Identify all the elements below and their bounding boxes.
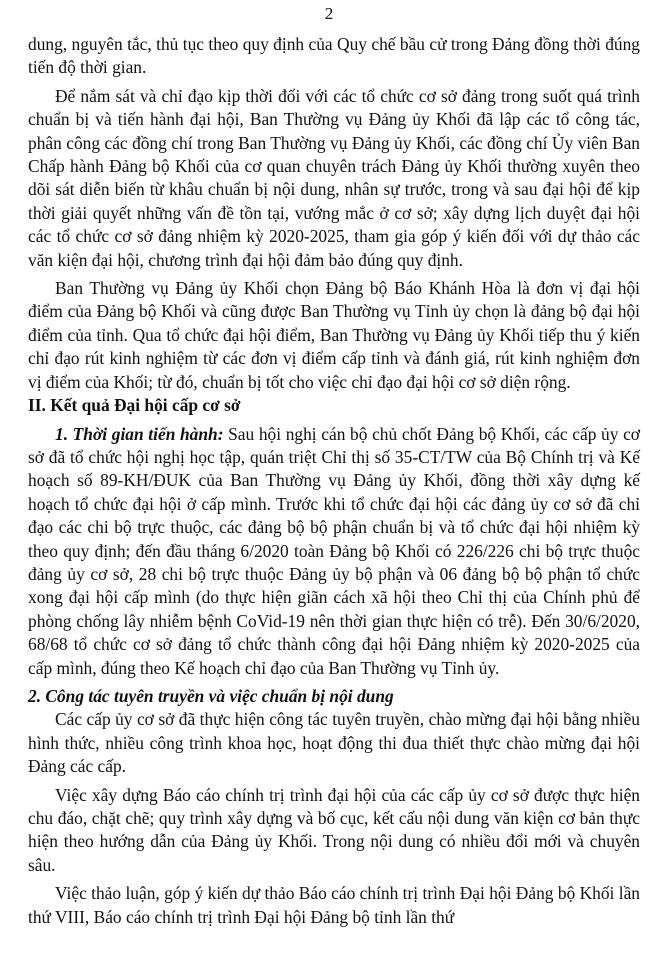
subheading-timeline: 1. Thời gian tiến hành: [55,423,224,444]
paragraph-continuation: dung, nguyên tắc, thủ tục theo quy định của Quy chế bầu cử trong Đảng đồng thời đúng tiến độ thời gian. [28,34,640,78]
paragraph-political-report: Việc xây dựng Báo cáo chính trị trình đại hội của các cấp ủy cơ sở được thực hiện chu đáo, chặt chẽ; quy trình xây dựng và bố cục, kết cấu nội dung văn kiện cơ bản thực hiện theo hướng dẫn của Đảng ủy Khối. Trong nội dung có nhiều đổi mới và chuyên sâu. [28,784,640,875]
paragraph-pilot-congress: Ban Thường vụ Đảng ủy Khối chọn Đảng bộ Báo Khánh Hòa là đơn vị đại hội điểm của Đảng bộ Khối và cũng được Ban Thường vụ Tỉnh ủy chọn là đảng bộ đại hội điểm của tỉnh. Qua tổ chức đại hội điểm, Ban Thường vụ Đảng ủy Khối tiếp thu ý kiến chỉ đạo rút kinh nghiệm từ các đơn vị điểm cấp tỉnh và đánh giá, rút kinh nghiệm đơn vị điểm của Khối; từ đó, chuẩn bị tốt cho việc chỉ đạo đại hội cơ sở diện rộng. [28,278,640,392]
section-heading-results: II. Kết quả Đại hội cấp cơ sở [28,395,241,416]
page-number: 2 [324,4,334,23]
paragraph-discussion: Việc thảo luận, góp ý kiến dự thảo Báo cáo chính trị trình Đại hội Đảng bộ Khối lần thứ VIII, Báo cáo chính trị trình Đại hội Đảng bộ tỉnh lần thứ [28,883,640,927]
paragraph-leadership: Để nắm sát và chỉ đạo kịp thời đối với các tổ chức cơ sở đảng trong suốt quá trình chuẩn bị và tiến hành đại hội, Ban Thường vụ Đảng ủy Khối đã lập các tổ công tác, phân công các đồng chí trong Ban Thường vụ Đảng ủy Khối, các đồng chí Ủy viên Ban Chấp hành Đảng bộ Khối của cơ quan chuyên trách Đảng ủy Khối thường xuyên theo dõi sát diễn biến từ khâu chuẩn bị nội dung, nhân sự trước, trong và sau đại hội để kịp thời giải quyết những vấn đề tồn tại, vướng mắc ở cơ sở; xây dựng lịch duyệt đại hội các tổ chức cơ sở đảng nhiệm kỳ 2020-2025, tham gia góp ý kiến đối với dự thảo các văn kiện đại hội, chương trình đại hội đảm bảo đúng quy định. [28,85,640,270]
subheading-propaganda: 2. Công tác tuyên truyền và việc chuẩn bị nội dung [28,685,394,706]
paragraph-timeline [28,423,640,680]
paragraph-propaganda: Các cấp ủy cơ sở đã thực hiện công tác tuyên truyền, chào mừng đại hội bằng nhiều hình thức, nhiều công trình khoa học, hoạt động thi đua thiết thực chào mừng đại hội Đảng các cấp. [28,709,640,777]
document-body [28,33,640,929]
paragraph-timeline-body: Sau hội nghị cán bộ chủ chốt Đảng bộ Khối, các cấp ủy cơ sở đã tổ chức hội nghị học tập, quán triệt Chỉ thị số 35-CT/TW của Bộ Chính trị và Kế hoạch số 89-KH/ĐUK của Ban Thường vụ Đảng ủy Khối, đồng thời xây dựng kế hoạch tổ chức đại hội ở cấp mình. Trước khi tổ chức đại hội các đảng ủy cơ sở đã chỉ đạo các chi bộ trực thuộc, các đảng bộ bộ phận chuẩn bị và tổ chức đại hội nhiệm kỳ theo quy định; đến đầu tháng 6/2020 toàn Đảng bộ Khối có 226/226 chi bộ trực thuộc đảng ủy cơ sở, 28 chi bộ trực thuộc Đảng ủy bộ phận và 06 đảng bộ bộ phận tổ chức xong đại hội cấp mình (do thực hiện giãn cách xã hội theo Chỉ thị của Chính phủ để phòng chống lây nhiễm bệnh CoVid-19 nên thời gian thực hiện có trễ). Đến 30/6/2020, 68/68 tổ chức cơ sở đảng tổ chức thành công đại hội Đảng nhiệm kỳ 2020-2025 của cấp mình, đúng theo Kế hoạch chỉ đạo của Ban Thường vụ Tỉnh ủy. [28,423,640,678]
